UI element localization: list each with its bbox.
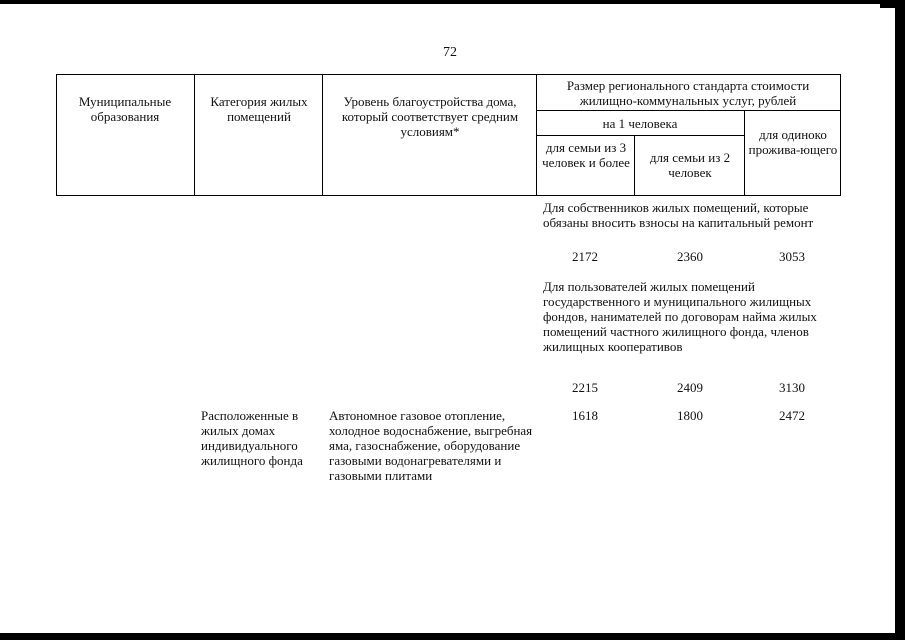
value-users-family-2: 2409 <box>677 380 703 395</box>
value-owners-single: 3053 <box>779 249 805 264</box>
value-users-single: 3130 <box>779 380 805 395</box>
value-users-family-3: 2215 <box>572 380 598 395</box>
scan-border-bottom <box>0 633 905 640</box>
header-family-2: для семьи из 2 человек <box>649 150 731 180</box>
value-owners-family-3: 2172 <box>572 249 598 264</box>
header-family-3-plus: для семьи из 3 человек и более <box>542 140 630 170</box>
value-row-family-3: 1618 <box>572 408 598 423</box>
header-standard-size: Размер регионального стандарта стоимости жилищно-коммунальных услуг, рублей <box>566 78 810 108</box>
header-housing-category: Категория жилых помещений <box>210 94 308 124</box>
header-single: для одиноко прожива-ющего <box>748 127 838 157</box>
section-note-users: Для пользователей жилых помещений государственного и муниципального жилищных фондов, нанимателей по договорам найма жилых помещений частного жилищного фонда, членов жилищных кооперативов <box>543 279 817 354</box>
header-improvement-level: Уровень благоустройства дома, который соответствует средним условиям* <box>341 94 519 139</box>
value-row-single: 2472 <box>779 408 805 423</box>
page-number: 72 <box>443 45 457 60</box>
header-per-person: на 1 человека <box>602 116 678 131</box>
value-row-family-2: 1800 <box>677 408 703 423</box>
value-owners-family-2: 2360 <box>677 249 703 264</box>
row-category: Расположенные в жилых домах индивидуального жилищного фонда <box>201 408 303 468</box>
row-improvement: Автономное газовое отопление, холодное водоснабжение, выгребная яма, газоснабжение, оборудование газовыми водонагревателями и газовыми плитами <box>329 408 533 483</box>
scan-border-top <box>0 0 905 4</box>
header-municipalities: Муниципальные образования <box>78 94 172 124</box>
scan-border-right <box>895 0 905 640</box>
section-note-owners: Для собственников жилых помещений, которые обязаны вносить взносы на капитальный ремонт <box>543 200 814 230</box>
